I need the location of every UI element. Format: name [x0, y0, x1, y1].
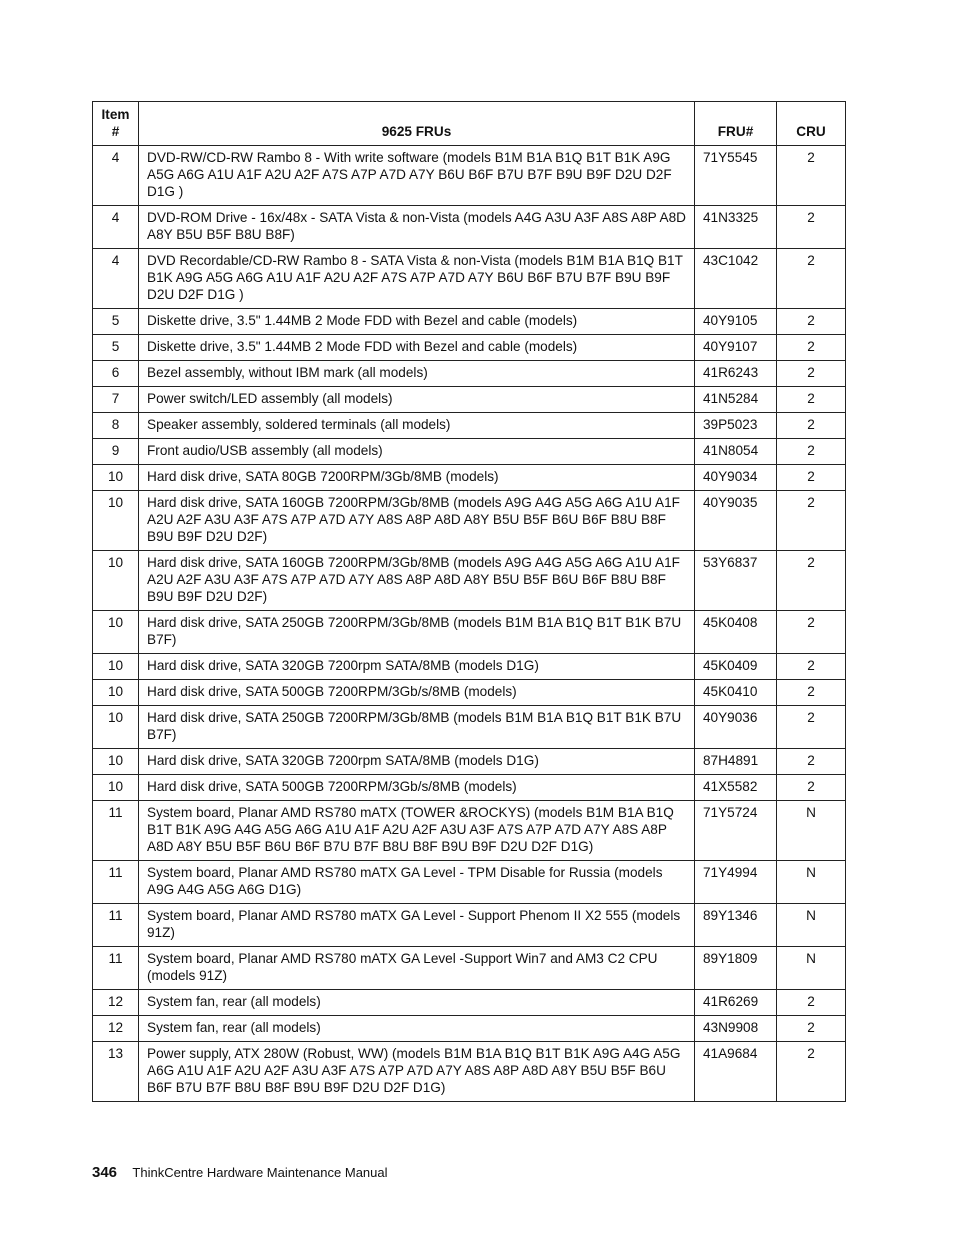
item-cell: 10	[93, 775, 139, 801]
fru-cell: 45K0410	[695, 680, 777, 706]
page-footer	[92, 1164, 388, 1181]
cru-cell: 2	[777, 775, 846, 801]
table-row	[93, 551, 846, 611]
page-number: 346	[92, 1164, 118, 1181]
table-body	[93, 146, 846, 1102]
fru-cell: 39P5023	[695, 413, 777, 439]
cru-cell: 2	[777, 413, 846, 439]
description-cell: Diskette drive, 3.5" 1.44MB 2 Mode FDD with Bezel and cable (models)	[139, 309, 695, 335]
item-cell: 13	[93, 1042, 139, 1102]
item-cell: 6	[93, 361, 139, 387]
fru-cell: 41N5284	[695, 387, 777, 413]
fru-cell: 40Y9036	[695, 706, 777, 749]
description-cell: Power supply, ATX 280W (Robust, WW) (models B1M B1A B1Q B1T B1K A9G A4G A5G A6G A1U A1F A2U A2F A3U A3F A7S A7P A7D A7Y A8S A8P A8D A8Y B5U B5F B6U B6F B7U B7F B8U B8F B9U B9F D2U D2F D1G)	[139, 1042, 695, 1102]
fru-cell: 41N3325	[695, 206, 777, 249]
table-row	[93, 335, 846, 361]
cru-cell: 2	[777, 680, 846, 706]
description-cell: Hard disk drive, SATA 500GB 7200RPM/3Gb/s/8MB (models)	[139, 680, 695, 706]
cru-cell: 2	[777, 706, 846, 749]
table-row	[93, 146, 846, 206]
fru-cell: 71Y4994	[695, 861, 777, 904]
header-item: Item #	[93, 102, 139, 146]
fru-cell: 41R6243	[695, 361, 777, 387]
fru-cell: 40Y9105	[695, 309, 777, 335]
fru-cell: 41N8054	[695, 439, 777, 465]
cru-cell: N	[777, 904, 846, 947]
description-cell: Diskette drive, 3.5" 1.44MB 2 Mode FDD with Bezel and cable (models)	[139, 335, 695, 361]
cru-cell: 2	[777, 749, 846, 775]
description-cell: Power switch/LED assembly (all models)	[139, 387, 695, 413]
fru-cell: 53Y6837	[695, 551, 777, 611]
description-cell: DVD-RW/CD-RW Rambo 8 - With write software (models B1M B1A B1Q B1T B1K A9G A5G A6G A1U A1F A2U A2F A7S A7P A7D A7Y B6U B6F B7U B7F B9U B9F D2U D2F D1G )	[139, 146, 695, 206]
fru-cell: 40Y9034	[695, 465, 777, 491]
cru-cell: 2	[777, 654, 846, 680]
table-row	[93, 465, 846, 491]
table-row	[93, 706, 846, 749]
description-cell: System board, Planar AMD RS780 mATX GA Level -Support Win7 and AM3 C2 CPU (models 91Z)	[139, 947, 695, 990]
description-cell: Hard disk drive, SATA 160GB 7200RPM/3Gb/8MB (models A9G A4G A5G A6G A1U A1F A2U A2F A3U A3F A7S A7P A7D A7Y A8S A8P A8D A8Y B5U B5F B6U B6F B8U B8F B9U B9F D2U D2F)	[139, 491, 695, 551]
description-cell: Hard disk drive, SATA 160GB 7200RPM/3Gb/8MB (models A9G A4G A5G A6G A1U A1F A2U A2F A3U A3F A7S A7P A7D A7Y A8S A8P A8D A8Y B5U B5F B6U B6F B8U B8F B9U B9F D2U D2F)	[139, 551, 695, 611]
table-row	[93, 249, 846, 309]
table-row	[93, 947, 846, 990]
table-row	[93, 413, 846, 439]
table-row	[93, 309, 846, 335]
item-cell: 4	[93, 249, 139, 309]
item-cell: 12	[93, 990, 139, 1016]
cru-cell: N	[777, 947, 846, 990]
table-row	[93, 1042, 846, 1102]
fru-cell: 71Y5545	[695, 146, 777, 206]
description-cell: Bezel assembly, without IBM mark (all models)	[139, 361, 695, 387]
fru-cell: 87H4891	[695, 749, 777, 775]
cru-cell: 2	[777, 465, 846, 491]
cru-cell: 2	[777, 309, 846, 335]
item-cell: 12	[93, 1016, 139, 1042]
cru-cell: 2	[777, 439, 846, 465]
cru-cell: 2	[777, 1042, 846, 1102]
item-cell: 10	[93, 491, 139, 551]
item-cell: 10	[93, 611, 139, 654]
description-cell: Hard disk drive, SATA 250GB 7200RPM/3Gb/8MB (models B1M B1A B1Q B1T B1K B7U B7F)	[139, 706, 695, 749]
table-row	[93, 749, 846, 775]
table-row	[93, 1016, 846, 1042]
description-cell: Speaker assembly, soldered terminals (all models)	[139, 413, 695, 439]
table-row	[93, 491, 846, 551]
item-cell: 11	[93, 904, 139, 947]
description-cell: System fan, rear (all models)	[139, 990, 695, 1016]
item-cell: 4	[93, 206, 139, 249]
item-cell: 11	[93, 801, 139, 861]
item-cell: 9	[93, 439, 139, 465]
fru-cell: 41R6269	[695, 990, 777, 1016]
item-cell: 10	[93, 680, 139, 706]
fru-cell: 41X5582	[695, 775, 777, 801]
fru-table	[92, 101, 846, 1102]
item-cell: 10	[93, 551, 139, 611]
item-cell: 10	[93, 654, 139, 680]
cru-cell: 2	[777, 361, 846, 387]
manual-title: ThinkCentre Hardware Maintenance Manual	[132, 1165, 388, 1180]
item-cell: 10	[93, 706, 139, 749]
description-cell: Hard disk drive, SATA 80GB 7200RPM/3Gb/8MB (models)	[139, 465, 695, 491]
table-row	[93, 654, 846, 680]
item-cell: 7	[93, 387, 139, 413]
description-cell: Hard disk drive, SATA 320GB 7200rpm SATA/8MB (models D1G)	[139, 749, 695, 775]
table-row	[93, 361, 846, 387]
item-cell: 8	[93, 413, 139, 439]
description-cell: DVD Recordable/CD-RW Rambo 8 - SATA Vista & non-Vista (models B1M B1A B1Q B1T B1K A9G A5G A6G A1U A1F A2U A2F A7S A7P A7D A7Y B6U B6F B7U B7F B9U B9F D2U D2F D1G )	[139, 249, 695, 309]
table-row	[93, 611, 846, 654]
cru-cell: 2	[777, 387, 846, 413]
header-description: 9625 FRUs	[139, 102, 695, 146]
table-row	[93, 990, 846, 1016]
item-cell: 5	[93, 309, 139, 335]
item-cell: 10	[93, 749, 139, 775]
table-row	[93, 680, 846, 706]
description-cell: Hard disk drive, SATA 250GB 7200RPM/3Gb/8MB (models B1M B1A B1Q B1T B1K B7U B7F)	[139, 611, 695, 654]
header-cru: CRU	[777, 102, 846, 146]
table-row	[93, 861, 846, 904]
item-cell: 11	[93, 861, 139, 904]
cru-cell: N	[777, 801, 846, 861]
fru-cell: 71Y5724	[695, 801, 777, 861]
fru-cell: 45K0408	[695, 611, 777, 654]
cru-cell: 2	[777, 551, 846, 611]
fru-cell: 89Y1346	[695, 904, 777, 947]
description-cell: Front audio/USB assembly (all models)	[139, 439, 695, 465]
fru-cell: 43N9908	[695, 1016, 777, 1042]
fru-cell: 40Y9035	[695, 491, 777, 551]
table-row	[93, 904, 846, 947]
table-row	[93, 801, 846, 861]
cru-cell: N	[777, 861, 846, 904]
fru-cell: 43C1042	[695, 249, 777, 309]
item-cell: 4	[93, 146, 139, 206]
item-cell: 10	[93, 465, 139, 491]
header-fru: FRU#	[695, 102, 777, 146]
description-cell: DVD-ROM Drive - 16x/48x - SATA Vista & non-Vista (models A4G A3U A3F A8S A8P A8D A8Y B5U B5F B8U B8F)	[139, 206, 695, 249]
cru-cell: 2	[777, 491, 846, 551]
cru-cell: 2	[777, 146, 846, 206]
table-row	[93, 206, 846, 249]
description-cell: Hard disk drive, SATA 320GB 7200rpm SATA/8MB (models D1G)	[139, 654, 695, 680]
table-row	[93, 387, 846, 413]
fru-cell: 89Y1809	[695, 947, 777, 990]
description-cell: System fan, rear (all models)	[139, 1016, 695, 1042]
description-cell: System board, Planar AMD RS780 mATX GA Level - Support Phenom II X2 555 (models 91Z)	[139, 904, 695, 947]
table-row	[93, 439, 846, 465]
description-cell: System board, Planar AMD RS780 mATX GA Level - TPM Disable for Russia (models A9G A4G A5G A6G D1G)	[139, 861, 695, 904]
cru-cell: 2	[777, 249, 846, 309]
table-row	[93, 775, 846, 801]
table-header-row	[93, 102, 846, 146]
cru-cell: 2	[777, 611, 846, 654]
item-cell: 11	[93, 947, 139, 990]
fru-cell: 45K0409	[695, 654, 777, 680]
cru-cell: 2	[777, 335, 846, 361]
cru-cell: 2	[777, 990, 846, 1016]
item-cell: 5	[93, 335, 139, 361]
cru-cell: 2	[777, 206, 846, 249]
fru-cell: 41A9684	[695, 1042, 777, 1102]
fru-cell: 40Y9107	[695, 335, 777, 361]
description-cell: Hard disk drive, SATA 500GB 7200RPM/3Gb/s/8MB (models)	[139, 775, 695, 801]
cru-cell: 2	[777, 1016, 846, 1042]
description-cell: System board, Planar AMD RS780 mATX (TOWER &ROCKYS) (models B1M B1A B1Q B1T B1K A9G A4G A5G A6G A1U A1F A2U A2F A3U A3F A7S A7P A7D A7Y A8S A8P A8D A8Y B5U B5F B6U B6F B7U B7F B8U B8F B9U B9F D2U D2F D1G)	[139, 801, 695, 861]
